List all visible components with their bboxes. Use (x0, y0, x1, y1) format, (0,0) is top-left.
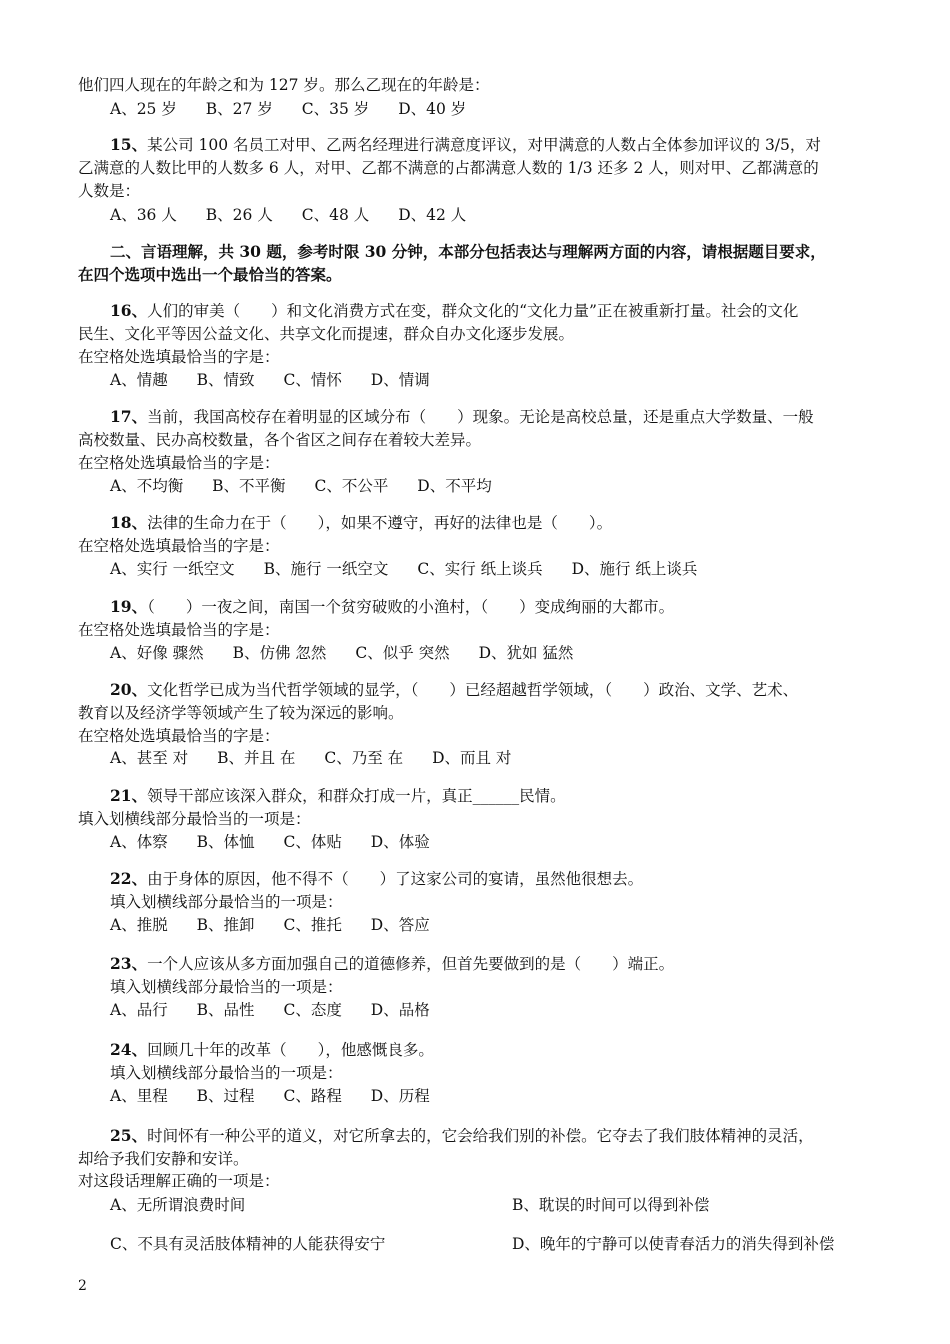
section-heading-line2: 在四个选项中选出一个最恰当的答案。 (78, 265, 342, 284)
option-c: C、35 岁 (301, 100, 370, 118)
option-b: B、推卸 (196, 916, 255, 934)
option-b: B、27 岁 (205, 100, 273, 118)
option-d: D、情调 (370, 371, 430, 389)
page-number: 2 (78, 1278, 87, 1294)
option-c: C、不公平 (314, 477, 389, 495)
option-d: D、施行 纸上谈兵 (571, 560, 698, 578)
q17-line1 (110, 406, 814, 428)
q14-text: 他们四人现在的年龄之和为 127 岁。那么乙现在的年龄是： (78, 76, 490, 94)
q23-options (110, 999, 454, 1021)
q16-line1 (110, 300, 798, 322)
q25-option-c: C、不具有灵活肢体精神的人能获得安宁 (110, 1235, 386, 1253)
option-d: D、体验 (370, 833, 430, 851)
option-b: B、仿佛 忽然 (232, 644, 327, 662)
option-c: C、推托 (283, 916, 342, 934)
q22-prompt: 填入划横线部分最恰当的一项是： (110, 893, 343, 911)
q16-number: 16、 (110, 301, 148, 320)
option-a: A、25 岁 (110, 100, 177, 118)
option-a: A、品行 (110, 1001, 168, 1019)
option-d: D、40 岁 (398, 100, 467, 118)
option-b: B、施行 一纸空文 (263, 560, 389, 578)
option-a: A、甚至 对 (110, 749, 189, 767)
q17-options (110, 475, 516, 497)
q14-options (110, 98, 490, 120)
q16-prompt: 在空格处选填最恰当的字是： (78, 348, 280, 366)
q25-number: 25、 (110, 1126, 148, 1145)
q20-number: 20、 (110, 680, 148, 699)
q18-text1: 法律的生命力在于（ ），如果不遵守，再好的法律也是（ ）。 (147, 514, 613, 532)
q19-number: 19、 (110, 597, 148, 616)
q23-line1 (110, 953, 674, 975)
option-d: D、42 人 (398, 206, 467, 224)
option-d: D、答应 (370, 916, 430, 934)
q20-line2: 教育以及经济学等领域产生了较为深远的影响。 (78, 704, 404, 722)
option-b: B、过程 (196, 1087, 255, 1105)
q25-text1: 时间怀有一种公平的道义，对它所拿去的，它会给我们别的补偿。它夺去了我们肢体精神的灵活， (147, 1127, 814, 1145)
q25-line1 (110, 1125, 814, 1147)
option-a: A、情趣 (110, 371, 168, 389)
q25-option-a: A、无所谓浪费时间 (110, 1196, 246, 1214)
q25-option-d: D、晚年的宁静可以使青春活力的消失得到补偿 (512, 1235, 835, 1253)
q16-text1: 人们的审美（ ）和文化消费方式在变，群众文化的“文化力量”正在被重新打量。社会的文化 (147, 302, 799, 320)
q16-line2: 民生、文化平等因公益文化、共享文化而提速，群众自办文化逐步发展。 (78, 325, 575, 343)
option-a: A、推脱 (110, 916, 168, 934)
q22-text1: 由于身体的原因，他不得不（ ）了这家公司的宴请，虽然他很想去。 (147, 870, 644, 888)
q16-options (110, 369, 454, 391)
option-b: B、品性 (196, 1001, 255, 1019)
option-c: C、路程 (283, 1087, 342, 1105)
q15-line2: 乙满意的人数比甲的人数多 6 人，对甲、乙都不满意的占都满意人数的 1/3 还多 2 人，则对甲、乙都满意的 (78, 159, 819, 177)
q17-prompt: 在空格处选填最恰当的字是： (78, 454, 280, 472)
q17-number: 17、 (110, 407, 148, 426)
q15-line1 (110, 134, 821, 156)
option-b: B、26 人 (205, 206, 273, 224)
q15-text1: 某公司 100 名员工对甲、乙两名经理进行满意度评议，对甲满意的人数占全体参加评议的 3/5，对 (147, 136, 821, 154)
q23-prompt: 填入划横线部分最恰当的一项是： (110, 978, 343, 996)
option-d: D、而且 对 (432, 749, 512, 767)
q20-line1 (110, 679, 798, 701)
q19-options (110, 642, 597, 664)
q20-options (110, 747, 535, 769)
option-d: D、不平均 (417, 477, 492, 495)
q19-prompt: 在空格处选填最恰当的字是： (78, 621, 280, 639)
option-b: B、并且 在 (217, 749, 296, 767)
q22-number: 22、 (110, 869, 148, 888)
option-a: A、好像 骤然 (110, 644, 204, 662)
q19-text1: （ ）一夜之间，南国一个贫穷破败的小渔村，（ ）变成绚丽的大都市。 (147, 598, 675, 616)
q19-line1 (110, 596, 674, 618)
section-heading-line1: 二、言语理解，共 30 题，参考时限 30 分钟，本部分包括表达与理解两方面的内容，请根据题目要求， (110, 242, 826, 261)
q24-line1 (110, 1039, 434, 1061)
option-b: B、不平衡 (212, 477, 286, 495)
option-a: A、实行 一纸空文 (110, 560, 235, 578)
q21-options (110, 831, 454, 853)
option-c: C、态度 (283, 1001, 342, 1019)
q24-number: 24、 (110, 1040, 148, 1059)
q22-line1 (110, 868, 643, 890)
option-c: C、似乎 突然 (355, 644, 450, 662)
option-c: C、情怀 (283, 371, 342, 389)
q23-text1: 一个人应该从多方面加强自己的道德修养，但首先要做到的是（ ）端正。 (147, 955, 675, 973)
q23-number: 23、 (110, 954, 148, 973)
q21-number: 21、 (110, 786, 148, 805)
option-a: A、体察 (110, 833, 168, 851)
option-c: C、乃至 在 (324, 749, 404, 767)
q15-number: 15、 (110, 135, 148, 154)
option-c: C、48 人 (301, 206, 370, 224)
option-d: D、历程 (370, 1087, 430, 1105)
option-b: B、体恤 (196, 833, 255, 851)
option-a: A、里程 (110, 1087, 168, 1105)
option-c: C、体贴 (283, 833, 342, 851)
q24-prompt: 填入划横线部分最恰当的一项是： (110, 1064, 343, 1082)
q18-prompt: 在空格处选填最恰当的字是： (78, 537, 280, 555)
option-a: A、不均衡 (110, 477, 184, 495)
option-b: B、情致 (196, 371, 255, 389)
q22-options (110, 914, 454, 936)
q24-text1: 回顾几十年的改革（ ），他感慨良多。 (147, 1041, 434, 1059)
option-c: C、实行 纸上谈兵 (417, 560, 543, 578)
q20-prompt: 在空格处选填最恰当的字是： (78, 727, 280, 745)
q25-prompt: 对这段话理解正确的一项是： (78, 1172, 280, 1190)
q17-text1: 当前，我国高校存在着明显的区域分布（ ）现象。无论是高校总量，还是重点大学数量、一般 (147, 408, 814, 426)
q18-options (110, 558, 721, 580)
q25-option-b: B、耽误的时间可以得到补偿 (512, 1196, 710, 1214)
option-d: D、品格 (370, 1001, 430, 1019)
q18-line1 (110, 512, 612, 534)
q21-prompt: 填入划横线部分最恰当的一项是： (78, 810, 311, 828)
q21-text1: 领导干部应该深入群众，和群众打成一片，真正______民情。 (147, 787, 566, 805)
q25-line2: 却给予我们安静和安详。 (78, 1150, 249, 1168)
q15-line3: 人数是： (78, 182, 141, 200)
option-d: D、犹如 猛然 (478, 644, 574, 662)
q24-options (110, 1085, 454, 1107)
q21-line1 (110, 785, 566, 807)
q17-line2: 高校数量、民办高校数量，各个省区之间存在着较大差异。 (78, 431, 482, 449)
q20-text1: 文化哲学已成为当代哲学领域的显学，（ ）已经超越哲学领域，（ ）政治、文学、艺术、 (147, 681, 799, 699)
q15-options (110, 204, 490, 226)
q18-number: 18、 (110, 513, 148, 532)
option-a: A、36 人 (110, 206, 177, 224)
